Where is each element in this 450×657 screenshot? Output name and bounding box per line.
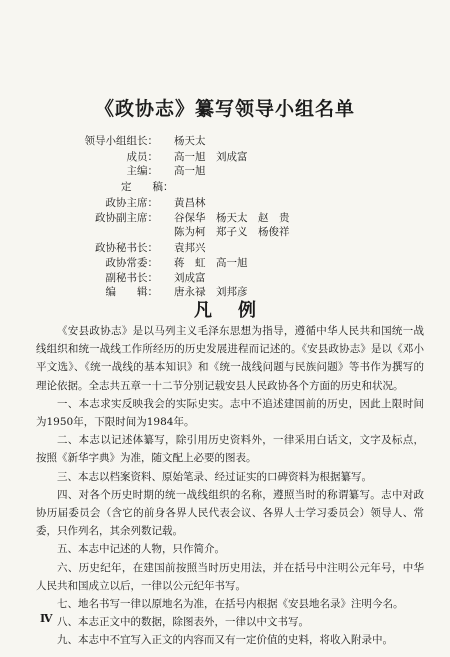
roster-label: 政协主席： bbox=[105, 197, 158, 209]
paragraph: 六、历史纪年，在建国前按照当时历史用法，并在括号中注明公元年号，中华人民共和国成立以后，一律以公元纪年书写。 bbox=[36, 561, 424, 592]
roster-label: 副秘书长： bbox=[105, 272, 158, 284]
guidelines-body bbox=[36, 322, 424, 650]
roster-names: 杨天太 bbox=[174, 135, 206, 147]
roster-names: 谷保华 杨天太 赵 贵 bbox=[174, 212, 290, 224]
roster-names: 唐永禄 刘邦彦 bbox=[174, 286, 248, 298]
roster-label: 编 辑： bbox=[105, 286, 158, 298]
roster-label: 定 稿： bbox=[121, 181, 174, 193]
roster-row bbox=[0, 256, 450, 270]
paragraph: 《安县政协志》是以马列主义毛泽东思想为指导，遵循中华人民共和国统一战线组织和统一战线工作所经历的历史发展进程而记述的。《安县政协志》是以《邓小平文选》、《统一战线的基本知识》和《统一战线问题与民族问题》等书作为撰写的理论依据。全志共五章一十二节分别记载安县人民政协各个方面的历史和状况。 bbox=[36, 325, 424, 392]
roster-row bbox=[0, 150, 450, 164]
paragraph: 三、本志以档案资料、原始笔录、经过证实的口碑资料为根据纂写。 bbox=[57, 470, 372, 483]
roster-row bbox=[0, 225, 450, 239]
roster-names: 刘成富 bbox=[174, 272, 206, 284]
roster-row bbox=[0, 211, 450, 225]
paragraph: 二、本志以记述体纂写，除引用历史资料外，一律采用白话文，文字及标点，按照《新华字典》为准，随文配上必要的图表。 bbox=[36, 434, 424, 465]
paragraph: 四、对各个历史时期的统一战线组织的名称，遵照当时的称谓纂写。志中对政协历届委员会（含它的前身各界人民代表会议、各界人士学习委员会）领导人、常委，只作列名，其余列数记载。 bbox=[36, 488, 424, 538]
roster-names: 蒋 虹 高一旭 bbox=[174, 257, 248, 269]
roster-row bbox=[0, 271, 450, 285]
section-title: 凡例 bbox=[194, 300, 282, 321]
roster-names: 高一旭 bbox=[174, 165, 206, 177]
roster-row bbox=[0, 164, 450, 178]
roster-label: 成员： bbox=[126, 151, 158, 163]
roster-names: 高一旭 刘成富 bbox=[174, 151, 248, 163]
paragraph: 八、本志正文中的数据，除图表外，一律以中文书写。 bbox=[57, 616, 309, 629]
roster-row bbox=[0, 134, 450, 148]
page-title: 《政协志》纂写领导小组名单 bbox=[94, 98, 355, 120]
roster-label: 主编： bbox=[126, 165, 158, 177]
roster-names: 陈为柯 郑子义 杨俊祥 bbox=[174, 226, 290, 238]
page-number: Ⅳ bbox=[40, 612, 53, 625]
roster-label: 政协秘书长： bbox=[95, 242, 158, 254]
paragraph: 九、本志中不宜写入正文的内容而又有一定价值的史料，将收入附录中。 bbox=[57, 634, 393, 647]
roster-names: 袁邦兴 bbox=[174, 242, 206, 254]
roster-label: 政协副主席： bbox=[95, 212, 158, 224]
roster-row bbox=[0, 196, 450, 210]
roster-names: 黄昌林 bbox=[174, 197, 206, 209]
roster-row bbox=[0, 180, 450, 194]
paragraph: 一、本志求实反映我会的实际史实。志中不追述建国前的历史，因此上限时间为1950年，下限时间为1984年。 bbox=[36, 397, 424, 429]
roster-label: 政协常委： bbox=[105, 257, 158, 269]
roster-row bbox=[0, 241, 450, 255]
roster-label: 领导小组组长： bbox=[84, 135, 158, 147]
paragraph: 七、地名书写一律以原地名为准，在括号内根据《安县地名录》注明今名。 bbox=[57, 598, 404, 611]
paragraph: 五、本志中记述的人物，只作简介。 bbox=[57, 543, 225, 556]
